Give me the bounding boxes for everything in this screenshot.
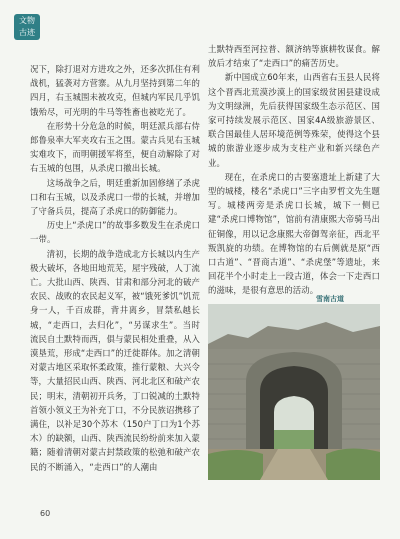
left-text-column	[30, 62, 200, 474]
page-number: 60	[40, 509, 51, 518]
paragraph: 况下，除打退对方进攻之外，还多次抓住有利战机，猛袭对方营寨。从九月坚持到第二年的四月，右玉城围未被攻克，但城内军民几乎饥饿殆尽，可光明的牛马等牲畜也被吃光了。	[30, 64, 200, 117]
photo-caption: 雪南古道	[316, 295, 344, 303]
paragraph: 现在，在杀虎口的古要塞遗址上新建了大型的城楼，楼名“杀虎口”三字由罗哲文先生题写。城楼两旁是杀虎口长城，城下一侧已建“杀虎口博物馆”，馆前有清康熙大帝骑马出征铜像，用以记念康熙大帝御驾亲征，西北平叛凯旋的功绩。在博物馆的右后侧就是原“西口古道”、“晋商古道”、“杀虎堡”等遗址，来回花半个小时走上一段古道，体会一下走西口的滋味，是很有意思的活动。	[208, 171, 380, 296]
paragraph: 在形势十分危急的时候，明廷派兵部右侍郎鲁泉率大军夹攻右玉之围。蒙古兵见右玉城实难攻下，而明朝援军将至，便自动解除了对右玉城的包围，从杀虎口撤出长城。	[30, 120, 200, 174]
paragraph: 清初，长期的战争造成北方长城以内生产极大破坏，各地田地荒芜，屋宇残破，人丁流亡。大批山西、陕西、甘肃和部分河北的破产农民、战败的农民起义军，被“饿死爹饥”饥荒身一人，千百成群，背井离乡，冒禁私越长城，“走西口，去归化”，“另谋求生”。当时流民自土默特而西，俱与蒙民相处重叠，从入漠垦荒，形成“走西口”的迁徙群体。加之清朝对蒙古地区采取怀柔政策，推行蒙粮、大兴令等，大量招民山西、陕西、河北北区和破产农民；明末，清朝初开兵务，丁口锐减的土默特首领小领义王为补充丁口，不分民族诏携移了满住，以补足30个苏木（150户丁口为1个苏木）的缺额，山西、陕西流民纷纷前来加入蒙籍；随着清朝对蒙古封禁政策的松弛和破产农民的不断涌入，“走西口”的人潮由	[30, 248, 200, 472]
paragraph: 土默特西至河拉普、额济纳等旗耕牧谋食。解放后才结束了“走西口”的痛苦历史。	[208, 44, 380, 69]
paragraph: 历史上“杀虎口”的故事多数发生在杀虎口一带。	[30, 220, 200, 245]
paragraph: 这场战争之后，明廷重新加固修缮了杀虎口和右玉城，以及杀虎口一带的长城，并增加了守备兵员，提高了杀虎口的防御能力。	[30, 177, 200, 217]
gate-photo	[208, 304, 380, 480]
paragraph: 新中国成立60年来，山西省右玉县人民将这个晋西北荒漠沙漠上的国家级贫困县建设成为文明绿洲，先后获得国家级生态示范区、国家可持续发展示范区、国家4A级旅游景区、联合国最佳人居环境范例等殊荣，使得这个县城的旅游业逐步成为支柱产业和新兴绿色产业。	[208, 72, 380, 168]
gate-photo-illustration	[208, 304, 380, 480]
section-badge-line1: 文物	[19, 16, 35, 25]
right-text-column	[208, 42, 380, 298]
section-badge-line2: 古迹	[19, 28, 35, 37]
section-badge	[14, 14, 40, 40]
